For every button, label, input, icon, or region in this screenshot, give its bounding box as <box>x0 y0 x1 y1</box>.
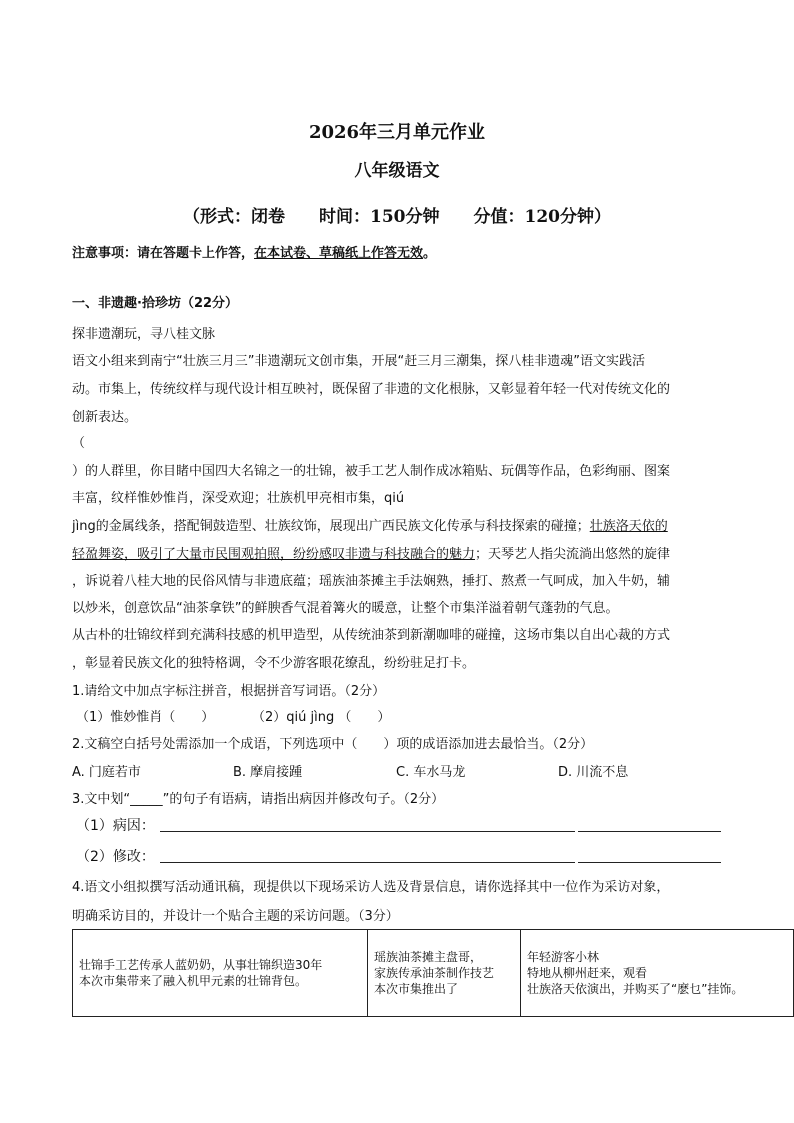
paragraph-line: 创新表达。 <box>72 410 138 425</box>
question-3: 3.文中划“_____”的句子有语病，请指出病因并修改句子。（2分） <box>72 792 445 807</box>
text-segment: jìng的金属线条，搭配铜鼓造型、壮族纹饰，展现出广西民族文化传承与科技探索的碰撞； <box>72 519 590 534</box>
cell-line: 瑶族油茶摊主盘哥， <box>374 950 483 964</box>
q3-cause-label: （1）病因： <box>76 818 155 834</box>
paragraph-line <box>72 543 670 562</box>
paragraph-line: 以炒米，创意饮品“油茶拿铁”的鲜腴香气混着篝火的暖意，让整个市集洋溢着朝气蓬勃的气息。 <box>72 601 619 616</box>
section-heading: 一、非遗趣·拾珍坊（22分） <box>72 296 239 311</box>
notice <box>72 242 436 261</box>
paragraph-line: 动。市集上，传统纹样与现代设计相互映衬，既保留了非遗的文化根脉，又彰显着年轻一代对传统文化的 <box>72 382 671 397</box>
text-segment: ；天琴艺人指尖流淌出悠然的旋律 <box>475 547 671 562</box>
notice-underlined: 在本试卷、草稿纸上作答无效 <box>254 246 424 261</box>
cell-line: 壮锦手工艺传承人蓝奶奶，从事壮锦织造30年 <box>79 958 323 972</box>
answer-line <box>160 862 575 863</box>
cell-line: 本次市集带来了融入机甲元素的壮锦背包。 <box>79 974 308 988</box>
cell-line: 特地从柳州赶来，观看 <box>527 966 648 980</box>
question-1-a: （1）惟妙惟肖（ ） <box>76 710 215 725</box>
option-a: A. 门庭若市 <box>72 765 141 780</box>
underlined-sentence: 壮族洛天依的 <box>589 519 668 534</box>
paragraph-line: ，彰显着民族文化的独特格调，令不少游客眼花缭乱，纷纷驻足打卡。 <box>72 656 476 671</box>
page-title: 2026年三月单元作业 <box>308 122 486 143</box>
option-b: B. 摩肩接踵 <box>233 765 303 780</box>
exam-meta: （形式：闭卷 时间：150分钟 分值：120分钟） <box>183 207 611 227</box>
paragraph-line: 从古朴的壮锦纹样到充满科技感的机甲造型，从传统油茶到新潮咖啡的碰撞，这场市集以自出心裁的方式 <box>72 628 671 643</box>
cell-line: 壮族洛天依演出，并购买了“麽乜”挂饰。 <box>527 982 744 996</box>
paragraph-line: 语文小组来到南宁“壮族三月三”非遗潮玩文创市集，开展“赶三月三潮集，探八桂非遗魂”语文实践活 <box>72 354 645 369</box>
cell-line: 家族传承油茶制作技艺 <box>374 966 495 980</box>
question-4-line1: 4.语文小组拟撰写活动通讯稿，现提供以下现场采访人选及背景信息，请你选择其中一位作为采访对象， <box>72 880 670 895</box>
answer-line <box>160 831 575 832</box>
option-c: C. 车水马龙 <box>396 765 466 780</box>
cell-line: 本次市集推出了 <box>374 982 459 996</box>
question-1-b: （2）qiú jìng （ ） <box>252 710 391 725</box>
paragraph-line: ，诉说着八桂大地的民俗风情与非遗底蕴；瑶族油茶摊主手法娴熟，捶打、熬煮一气呵成，加入牛奶，辅 <box>72 574 671 589</box>
question-4-line2: 明确采访目的，并设计一个贴合主题的采访问题。（3分） <box>72 909 399 924</box>
question-2: 2.文稿空白括号处需添加一个成语，下列选项中（ ）项的成语添加进去最恰当。（2分） <box>72 737 594 752</box>
answer-line <box>578 862 721 863</box>
notice-suffix: 。 <box>423 246 437 261</box>
option-d: D. 川流不息 <box>558 765 629 780</box>
interview-table <box>72 929 794 1017</box>
section-subtitle: 探非遗潮玩，寻八桂文脉 <box>72 327 216 342</box>
table-cell <box>368 930 521 1017</box>
question-1: 1.请给文中加点字标注拼音，根据拼音写词语。（2分） <box>72 684 386 699</box>
table-row <box>73 930 794 1017</box>
table-cell <box>521 930 794 1017</box>
q3-fix-label: （2）修改： <box>76 849 155 865</box>
subject-title: 八年级语文 <box>354 161 440 181</box>
blank-parenthesis: （ <box>72 436 86 451</box>
table-cell <box>73 930 368 1017</box>
notice-prefix: 注意事项：请在答题卡上作答， <box>72 246 255 261</box>
paragraph-line <box>72 515 668 534</box>
paragraph-line: ）的人群里，你目睹中国四大名锦之一的壮锦，被手工艺人制作成冰箱贴、玩偶等作品，色彩绚丽、图案 <box>72 464 671 479</box>
cell-line: 年轻游客小林 <box>527 950 600 964</box>
underlined-sentence: 轻盈舞姿，吸引了大量市民围观拍照，纷纷感叹非遗与科技融合的魅力 <box>72 547 476 562</box>
paragraph-line: 丰富，纹样惟妙惟肖，深受欢迎；壮族机甲亮相市集，qiú <box>72 491 405 506</box>
answer-line <box>578 831 721 832</box>
